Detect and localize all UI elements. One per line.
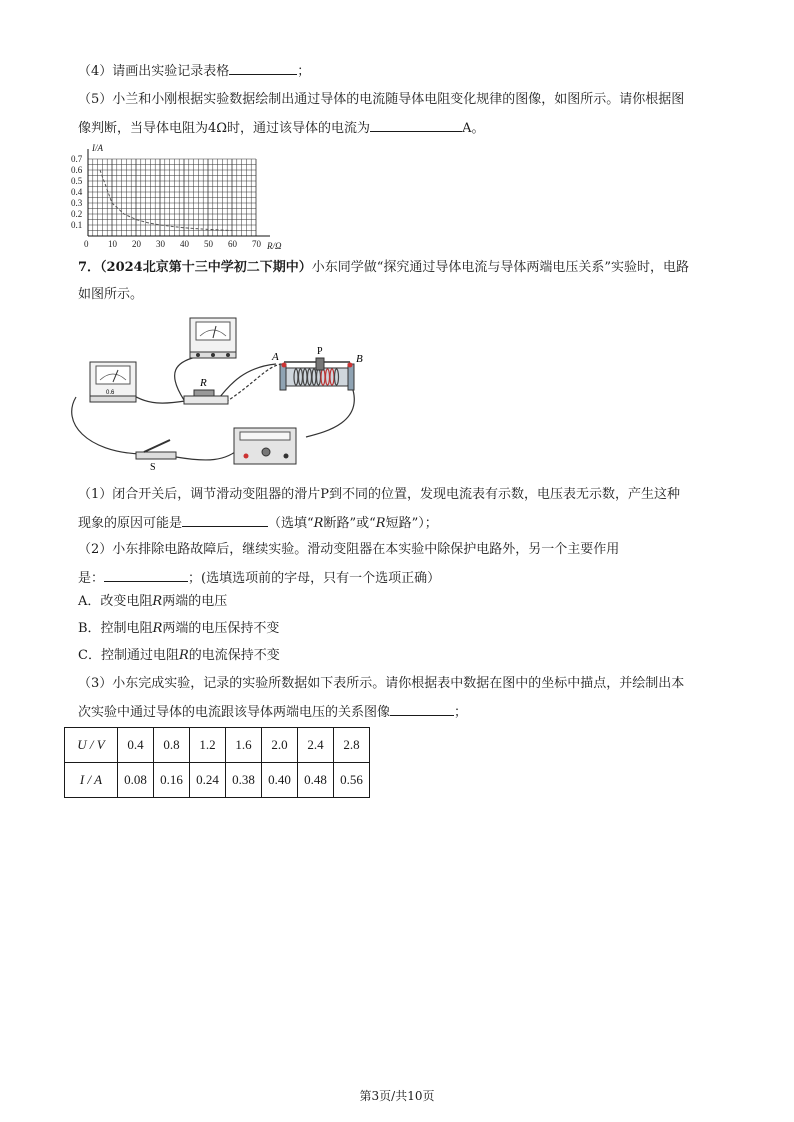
answer-blank[interactable] [182,512,268,527]
graph-xlabel: R/Ω [267,241,282,251]
table-cell: 1.2 [190,728,226,763]
q7-heading-line1: 7．（2024北京第十三中学初二下期中）小东同学做“探究通过导体电流与导体两端电压关系”实验时，电路 [78,260,690,275]
resistor-r [184,377,228,404]
q7-part1-line2: 现象的原因可能是 （选填“R断路”或“R短路”）； [78,512,438,533]
y-tick-label: 0.7 [71,154,83,164]
answer-blank[interactable] [229,60,297,75]
svg-text:A: A [272,351,279,363]
table-cell: 0.24 [190,763,226,798]
option-c: C．控制通过电阻R的电流保持不变 [78,648,280,663]
svg-text:R: R [200,377,207,389]
svg-text:B: B [356,353,363,365]
table-cell: 2.8 [334,728,370,763]
table-cell: 0.38 [226,763,262,798]
ammeter [90,362,136,402]
option-b: B．控制电阻R两端的电压保持不变 [78,621,280,636]
x-tick-label: 50 [204,239,213,249]
wire [306,384,354,437]
power-supply [234,428,296,464]
q7-part3-line2: 次实验中通过导体的电流跟该导体两端电压的关系图像 ； [78,701,467,722]
x-tick-label: 10 [108,239,117,249]
y-tick-label: 0.3 [71,198,83,208]
table-header-current: I / A [65,763,118,798]
q7-part1-line1: （1）闭合开关后，调节滑动变阻器的滑片P到不同的位置，发现电流表有示数，电压表无示数，产生这种 [78,487,681,502]
table-cell: 2.0 [262,728,298,763]
table-cell: 2.4 [298,728,334,763]
graph-grid [88,159,256,236]
answer-blank[interactable] [390,701,454,716]
table-cell: 0.48 [298,763,334,798]
table-cell: 0.4 [118,728,154,763]
x-tick-label: 60 [228,239,237,249]
current-resistance-graph [62,143,292,251]
table-cell: 0.08 [118,763,154,798]
q7-part2-line1: （2）小东排除电路故障后，继续实验。滑动变阻器在本实验中除保护电路外，另一个主要作用 [78,542,620,557]
y-tick-label: 0.2 [71,209,83,219]
table-header-voltage: U / V [65,728,118,763]
q6-part5-line1: （5）小兰和小刚根据实验数据绘制出通过导体的电流随导体电阻变化规律的图像，如图所示。请你根据图 [78,92,685,107]
switch-s [136,440,176,472]
answer-blank[interactable] [370,117,462,132]
table-cell: 0.56 [334,763,370,798]
x-tick-label: 40 [180,239,189,249]
y-tick-label: 0.5 [71,176,83,186]
table-cell: 0.8 [154,728,190,763]
q6-part5-line2: 像判断，当导体电阻为4Ω时，通过该导体的电流为 A。 [78,117,484,138]
q7-part3-line1: （3）小东完成实验，记录的实验所数据如下表所示。请你根据表中数据在图中的坐标中描点，并绘制出本 [78,676,685,691]
wire [72,397,141,454]
sliding-rheostat [271,346,363,390]
option-a: A．改变电阻R两端的电压 [78,594,228,609]
circuit-diagram [66,312,366,472]
table-row [65,728,370,763]
svg-text:P: P [317,346,323,357]
voltmeter [190,318,236,358]
table-cell: 0.40 [262,763,298,798]
page-footer: 第3页/共10页 [359,1089,435,1103]
data-table [64,727,370,798]
q7-heading-line2: 如图所示。 [78,287,144,302]
table-cell: 0.16 [154,763,190,798]
svg-text:S: S [150,462,156,472]
x-tick-label: 30 [156,239,165,249]
graph-curve [100,170,232,231]
wire [175,357,196,400]
svg-text:0.6: 0.6 [106,390,115,396]
x-tick-label: 70 [252,239,261,249]
graph-ylabel: I/A [92,143,103,153]
table-cell: 1.6 [226,728,262,763]
y-tick-label: 0.6 [71,165,83,175]
q7-part2-line2: 是： ；(选填选项前的字母，只有一个选项正确） [78,567,440,588]
q6-part4: （4）请画出实验记录表格 ； [78,60,310,81]
x-tick-label: 0 [84,239,89,249]
answer-blank[interactable] [104,567,188,582]
x-tick-label: 20 [132,239,141,249]
wire [176,447,241,460]
table-row [65,763,370,798]
y-tick-label: 0.1 [71,220,83,230]
y-tick-label: 0.4 [71,187,83,197]
graph-tick-labels [71,154,262,249]
